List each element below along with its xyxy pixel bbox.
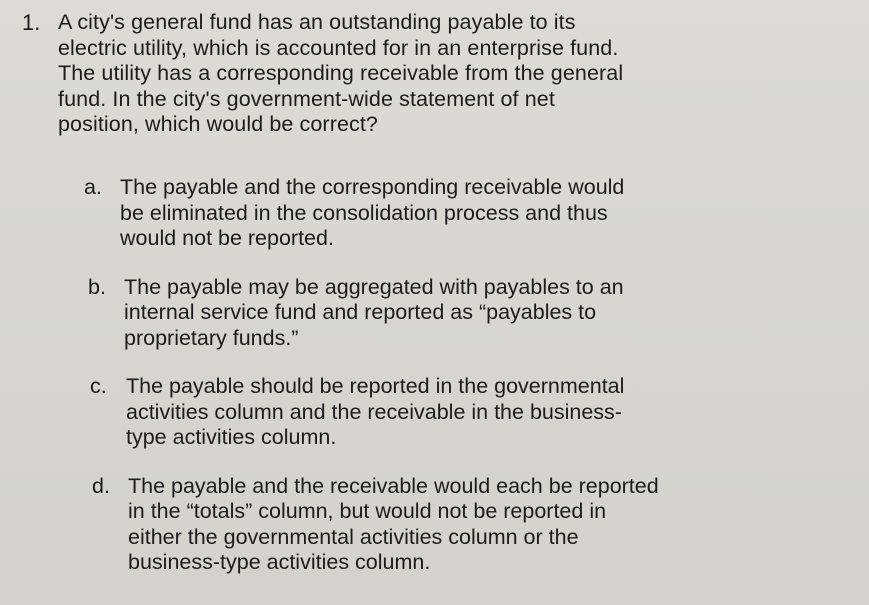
option-line: proprietary funds.” [124, 325, 299, 350]
option-text [120, 175, 844, 252]
option-line: The payable and the receivable would each be reported [128, 473, 659, 498]
option-line: The payable may be aggregated with payables to an [124, 274, 624, 299]
question-line: position, which would be correct? [58, 112, 378, 136]
option-line: activities column and the receivable in the business- [126, 399, 622, 424]
question-line: The utility has a corresponding receivable from the general [58, 61, 624, 85]
option-letter: c. [90, 374, 107, 398]
option-text [124, 275, 848, 352]
answer-options [84, 175, 844, 599]
option-text [126, 374, 850, 451]
question-line: A city's general fund has an outstanding payable to its [58, 10, 576, 34]
option-line: type activities column. [126, 425, 337, 449]
option-line: business-type activities column. [128, 550, 431, 574]
option-b [88, 275, 848, 352]
option-letter: a. [84, 175, 102, 199]
question-stem [58, 10, 778, 138]
question-number: 1. [22, 10, 41, 35]
option-d [92, 474, 852, 576]
option-c [90, 374, 850, 451]
option-letter: b. [88, 274, 106, 299]
option-line: The payable should be reported in the governmental [126, 374, 625, 398]
option-letter: d. [92, 473, 110, 498]
option-line: be eliminated in the consolidation process and thus [120, 200, 608, 225]
option-line: in the “totals” column, but would not be reported in [128, 499, 607, 523]
option-text [128, 474, 852, 576]
option-line: The payable and the corresponding receivable would [120, 175, 625, 199]
question-line: fund. In the city's government-wide statement of net [58, 86, 555, 111]
question-line: electric utility, which is accounted for in an enterprise fund. [58, 35, 619, 60]
option-a [84, 175, 844, 252]
option-line: either the governmental activities column or the [128, 524, 579, 549]
option-line: would not be reported. [120, 226, 334, 250]
option-line: internal service fund and reported as “payables to [124, 300, 597, 324]
